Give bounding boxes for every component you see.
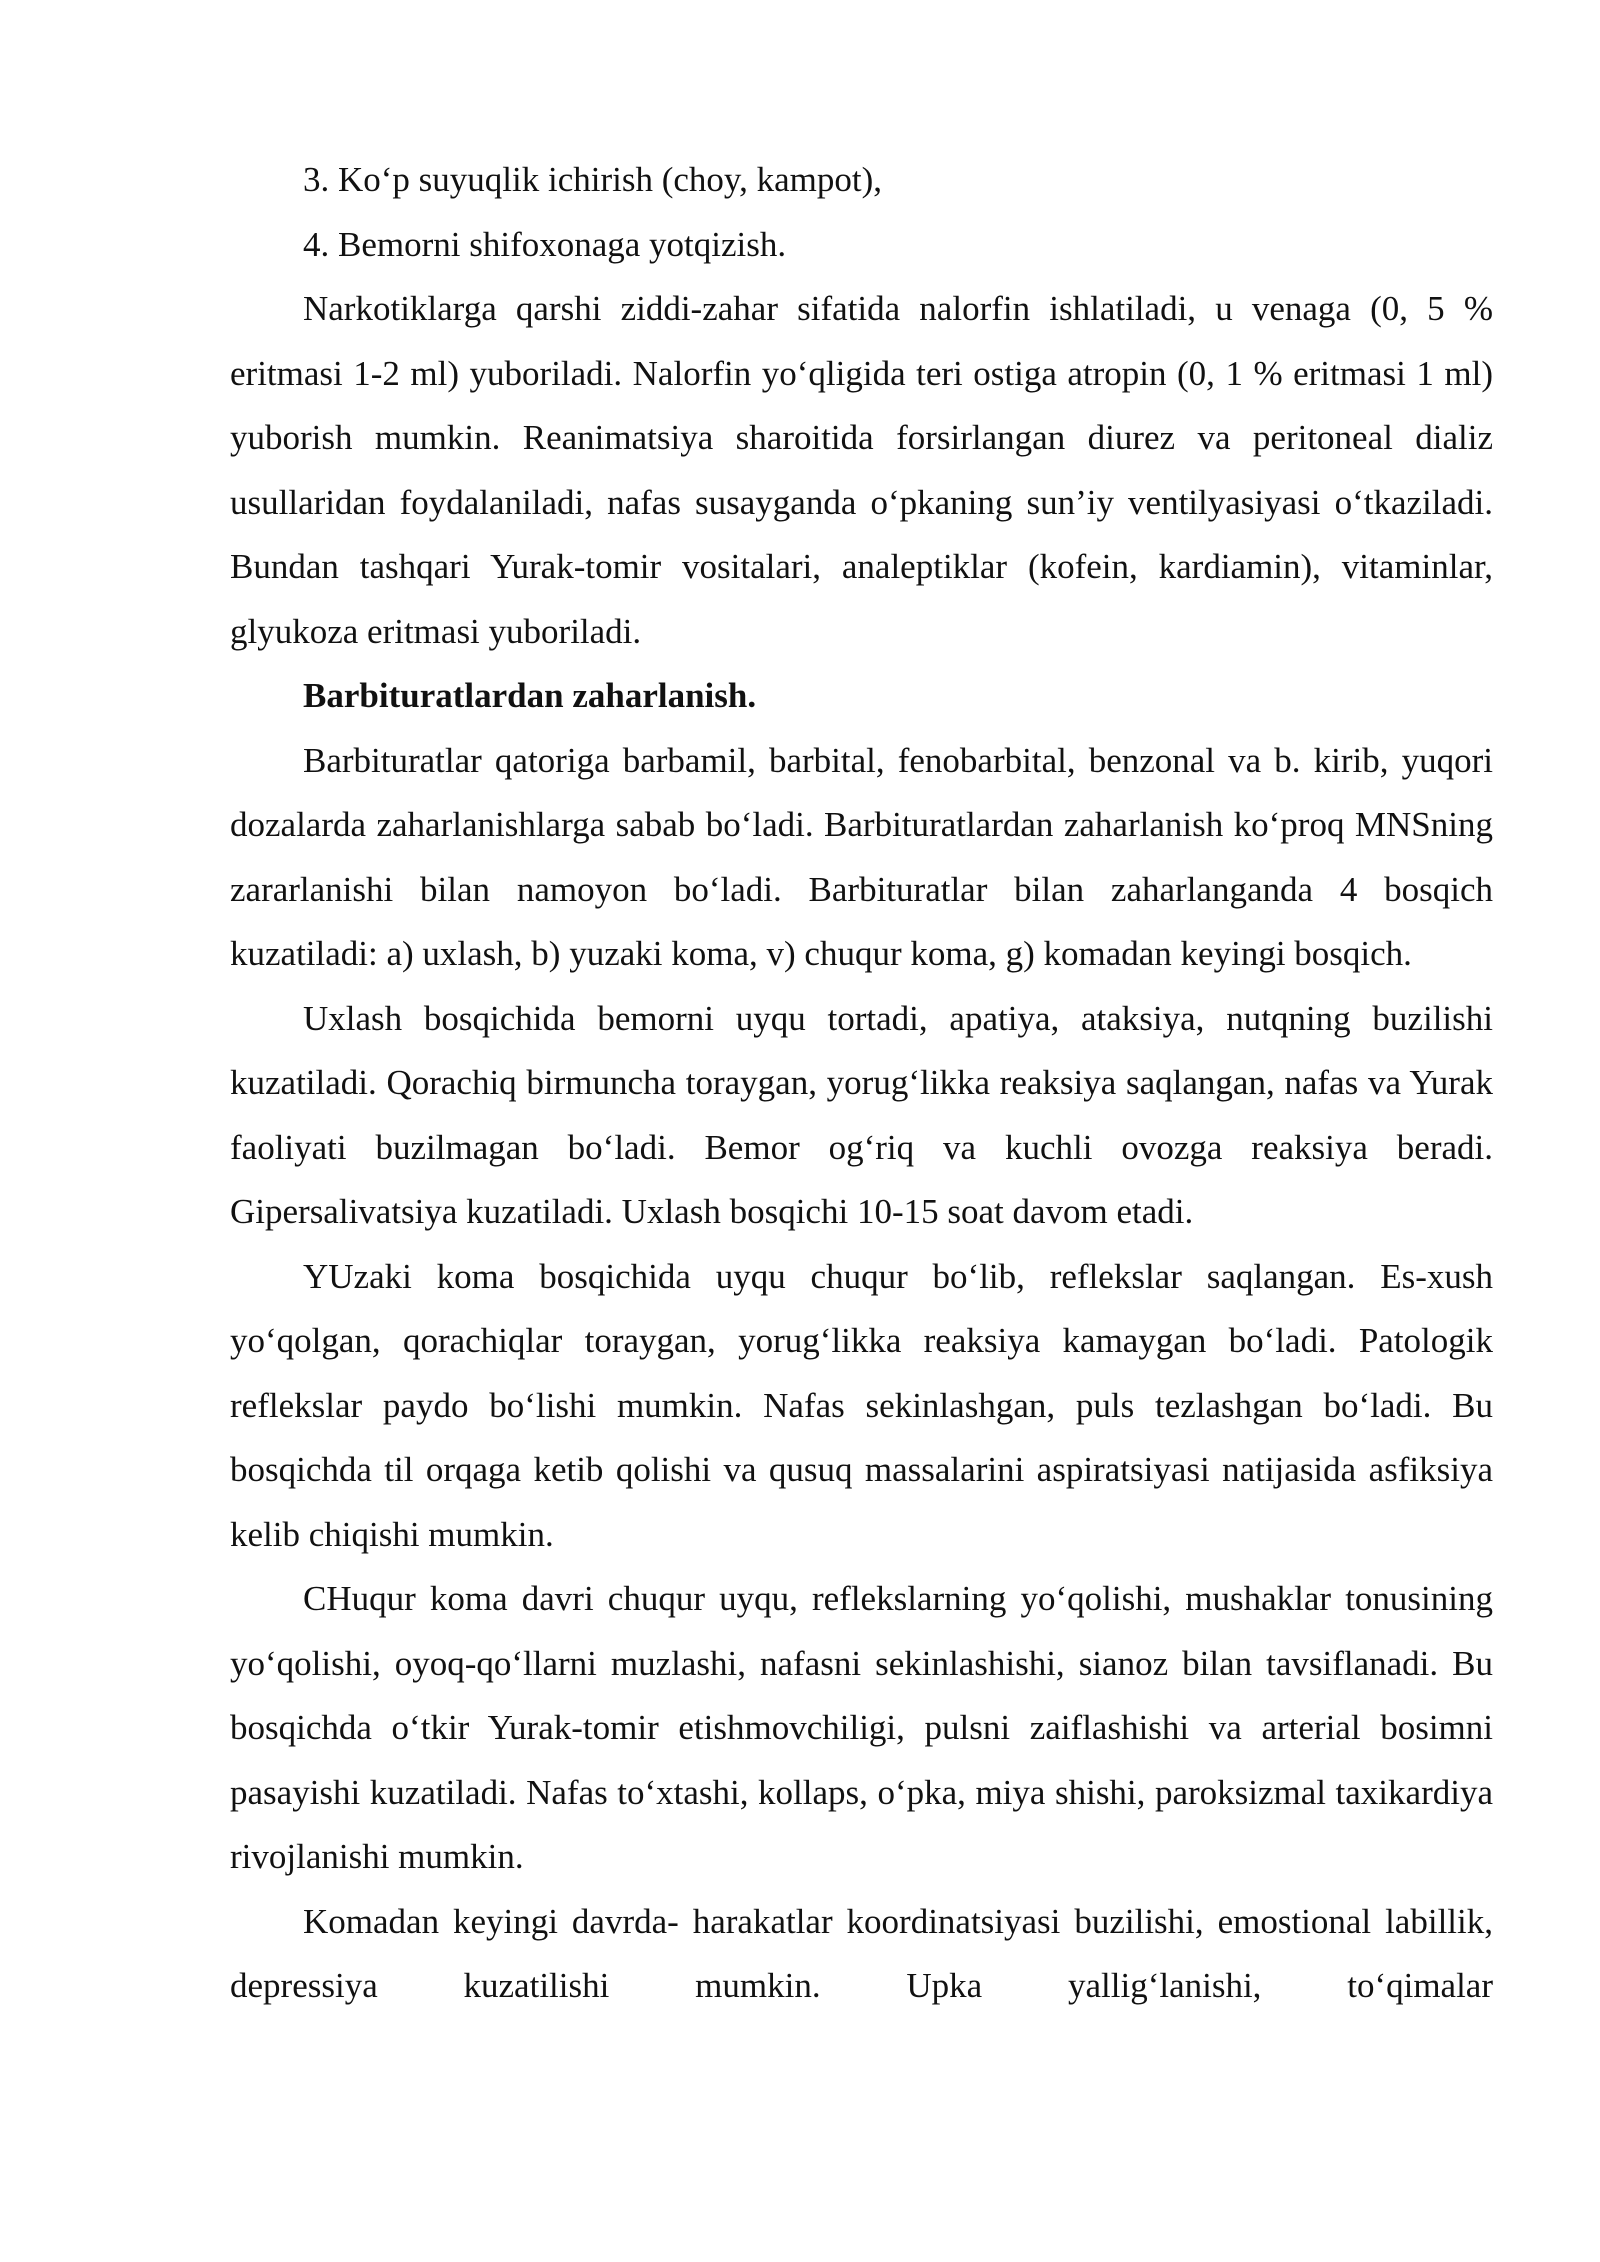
document-text (230, 148, 1493, 2019)
paragraph-deep-coma: CHuqur koma davri chuqur uyqu, reflekslarning yo‘qolishi, mushaklar tonusining yo‘qolishi, oyoq-qo‘llarni muzlashi, nafasni sekinlashishi, sianoz bilan tavsiflanadi. Bu bosqichda o‘tkir Yurak-tomir etishmovchiligi, pulsni zaiflashishi va arterial bosimni pasayishi kuzatiladi. Nafas to‘xtashi, kollaps, o‘pka, miya shishi, paroksizmal taxikardiya rivojlanishi mumkin. (230, 1579, 1493, 1876)
paragraph-sleep-stage: Uxlash bosqichida bemorni uyqu tortadi, apatiya, ataksiya, nutqning buzilishi kuzatiladi. Qorachiq birmuncha toraygan, yorug‘likka reaksiya saqlangan, nafas va Yurak faoliyati buzilmagan bo‘ladi. Bemor og‘riq va kuchli ovozga reaksiya beradi. Gipersalivatsiya kuzatiladi. Uxlash bosqichi 10-15 soat davom etadi. (230, 998, 1493, 1231)
list-item-hospitalization: 4. Bemorni shifoxonaga yotqizish. (303, 224, 787, 264)
section-heading-barbiturates: Barbituratlardan zaharlanish. (303, 676, 757, 715)
paragraph-superficial-coma: YUzaki koma bosqichida uyqu chuqur bo‘lib, reflekslar saqlangan. Es-xush yo‘qolgan, qorachiqlar toraygan, yorug‘likka reaksiya kamaygan bo‘ladi. Patologik reflekslar paydo bo‘lishi mumkin. Nafas sekinlashgan, puls tezlashgan bo‘ladi. Bu bosqichda til orqaga ketib qolishi va qusuq massalarini aspiratsiyasi natijasida asfiksiya kelib chiqishi mumkin. (230, 1256, 1493, 1554)
paragraph-post-coma: Komadan keyingi davrda- harakatlar koordinatsiyasi buzilishi, emostional labillik, depressiya kuzatilishi mumkin. Upka yallig‘lanishi, to‘qimalar (230, 1901, 1493, 2005)
paragraph-narcotic-antidote: Narkotiklarga qarshi ziddi-zahar sifatida nalorfin ishlatiladi, u venaga (0, 5 % eritmasi 1-2 ml) yuboriladi. Nalorfin yo‘qligida teri ostiga atropin (0, 1 % eritmasi 1 ml) yuborish mumkin. Reanimatsiya sharoitida forsirlangan diurez va peritoneal dializ usullaridan foydalaniladi, nafas susayganda o‘pkaning sun’iy ventilyasiyasi o‘tkaziladi. Bundan tashqari Yurak-tomir vositalari, analeptiklar (kofein, kardiamin), vitaminlar, glyukoza eritmasi yuboriladi. (230, 289, 1493, 651)
paragraph-barbiturates-intro: Barbituratlar qatoriga barbamil, barbital, fenobarbital, benzonal va b. kirib, yuqori dozalarda zaharlanishlarga sabab bo‘ladi. Barbituratlardan zaharlanish ko‘proq MNSning zararlanishi bilan namoyon bo‘ladi. Barbituratlar bilan zaharlanganda 4 bosqich kuzatiladi: a) uxlash, b) yuzaki koma, v) chuqur koma, g) komadan keyingi bosqich. (230, 740, 1493, 973)
list-item-fluids: 3. Ko‘p suyuqlik ichirish (choy, kampot), (303, 160, 883, 199)
